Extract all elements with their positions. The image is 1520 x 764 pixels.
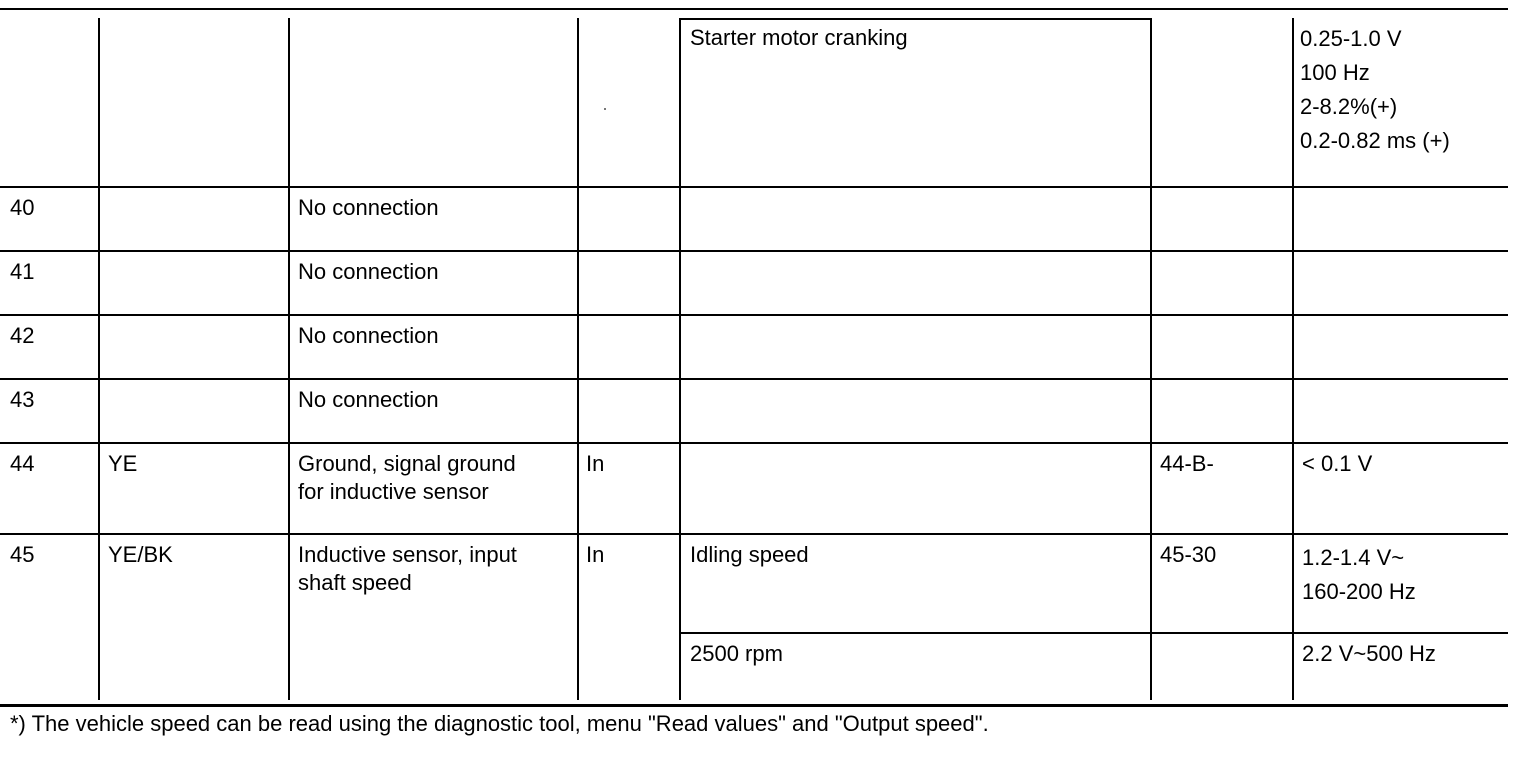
cell-pin-43: 43	[10, 387, 35, 412]
cell-color-44: YE	[108, 451, 138, 476]
cell-desc-40: No connection	[298, 195, 439, 220]
cell-top-values	[1300, 22, 1450, 158]
cell-value-45-sub: 2.2 V~500 Hz	[1302, 641, 1436, 666]
rule-col-6	[1292, 18, 1294, 700]
cell-top-condition: Starter motor cranking	[690, 25, 908, 50]
rule-col-3	[577, 18, 579, 700]
value-line: 2-8.2%(+)	[1300, 94, 1398, 119]
rule-col-1	[98, 18, 100, 700]
footnote: *) The vehicle speed can be read using the diagnostic tool, menu "Read values" and "Output speed".	[10, 711, 989, 736]
cell-pin-42: 42	[10, 323, 35, 348]
rule-bottom	[0, 704, 1508, 707]
cell-desc-42: No connection	[298, 323, 439, 348]
cell-pin-45: 45	[10, 542, 35, 567]
cell-pin-40: 40	[10, 195, 35, 220]
rule-col-4-top	[679, 18, 1152, 20]
rule-col-2	[288, 18, 290, 700]
rule-row-41-bottom	[0, 314, 1508, 316]
value-line: 0.2-0.82 ms (+)	[1300, 128, 1450, 153]
rule-row-39-bottom	[0, 186, 1508, 188]
cell-desc-45: Inductive sensor, input shaft speed	[298, 542, 517, 595]
cell-condition-45-sub: 2500 rpm	[690, 641, 783, 666]
scan-speck	[604, 108, 606, 110]
value-line: 100 Hz	[1300, 60, 1370, 85]
cell-measure-44: 44-B-	[1160, 451, 1214, 476]
cell-pin-41: 41	[10, 259, 35, 284]
cell-desc-44: Ground, signal ground for inductive sensor	[298, 451, 516, 504]
rule-row-44-bottom	[0, 533, 1508, 535]
cell-pin-44: 44	[10, 451, 35, 476]
value-line: 0.25-1.0 V	[1300, 26, 1402, 51]
cell-condition-45: Idling speed	[690, 542, 809, 567]
cell-color-45: YE/BK	[108, 542, 173, 567]
cell-direction-45: In	[586, 542, 605, 567]
rule-row-43-bottom	[0, 442, 1508, 444]
cell-desc-43: No connection	[298, 387, 439, 412]
cell-desc-41: No connection	[298, 259, 439, 284]
cell-measure-45: 45-30	[1160, 542, 1217, 567]
rule-row-45-sub	[681, 632, 1508, 634]
rule-row-40-bottom	[0, 250, 1508, 252]
cell-value-44: < 0.1 V	[1302, 451, 1373, 476]
cell-direction-44: In	[586, 451, 605, 476]
rule-col-5	[1150, 18, 1152, 700]
cell-value-45: 1.2-1.4 V~ 160-200 Hz	[1302, 545, 1416, 604]
rule-row-42-bottom	[0, 378, 1508, 380]
rule-col-4	[679, 18, 681, 700]
rule-top	[0, 8, 1508, 10]
